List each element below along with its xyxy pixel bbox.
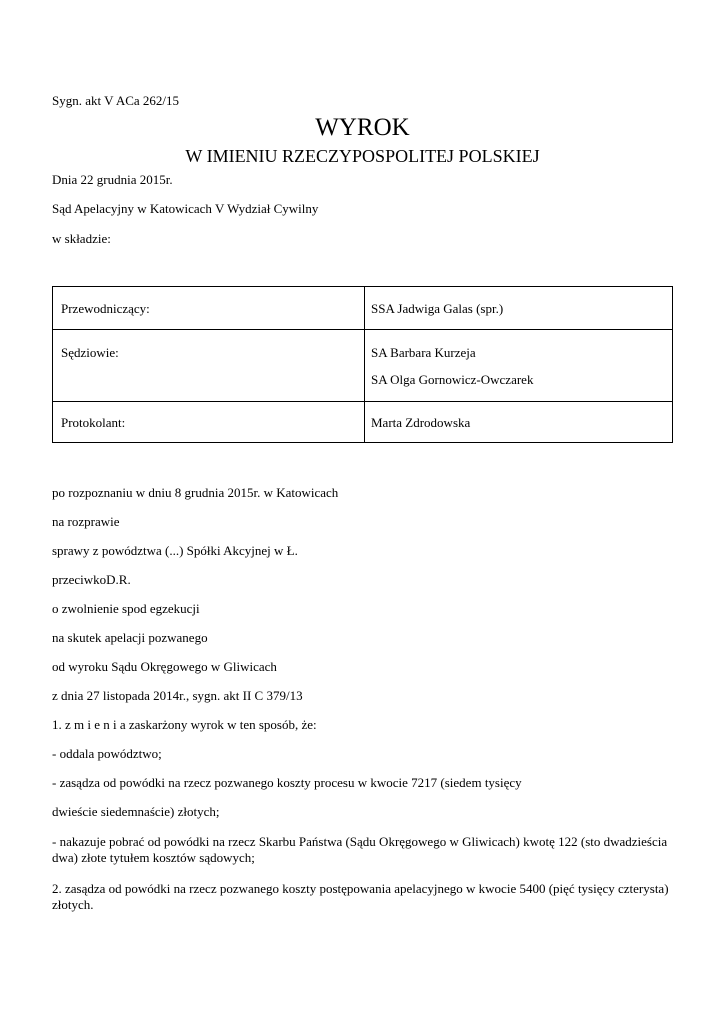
proceedings-line-7: od wyroku Sądu Okręgowego w Gliwicach [52, 659, 277, 674]
ruling-court-costs: - nakazuje pobrać od powódki na rzecz Skarbu Państwa (Sądu Okręgowego w Gliwicach) kwotę 122 (sto dwadzieścia dwa) złote tytułem kosztów sądowych; [52, 834, 668, 865]
ruling-dismiss: - oddala powództwo; [52, 746, 162, 761]
presiding-label: Przewodniczący: [61, 301, 150, 316]
ruling-costs-line-2: dwieście siedemnaście) złotych; [52, 804, 220, 819]
presiding-value: SSA Jadwiga Galas (spr.) [371, 301, 504, 316]
signature: Sygn. akt V ACa 262/15 [52, 93, 180, 108]
proceedings-line-6: na skutek apelacji pozwanego [52, 630, 208, 645]
page-subtitle: W IMIENIU RZECZYPOSPOLITEJ POLSKIEJ [185, 146, 540, 166]
ruling-point-2: 2. zasądza od powódki na rzecz pozwanego koszty postępowania apelacyjnego w kwocie 5400 (pięć tysięcy czterysta) złotych. [52, 881, 669, 912]
table-row-presiding [53, 287, 672, 330]
table-column-divider [364, 287, 365, 442]
court-name: Sąd Apelacyjny w Katowicach V Wydział Cywilny [52, 201, 319, 216]
judgment-date: Dnia 22 grudnia 2015r. [52, 172, 173, 187]
composition-label: w składzie: [52, 231, 111, 246]
judges-label: Sędziowie: [61, 345, 119, 360]
proceedings-line-8: z dnia 27 listopada 2014r., sygn. akt II C 379/13 [52, 688, 303, 703]
ruling-costs-line-1: - zasądza od powódki na rzecz pozwanego koszty procesu w kwocie 7217 (siedem tysięcy [52, 775, 522, 790]
judge-1: SA Barbara Kurzeja [371, 345, 476, 360]
ruling-point-1: 1. z m i e n i a zaskarżony wyrok w ten sposób, że: [52, 717, 317, 732]
proceedings-line-2: na rozprawie [52, 514, 120, 529]
proceedings-line-5: o zwolnienie spod egzekucji [52, 601, 200, 616]
clerk-value: Marta Zdrodowska [371, 415, 471, 430]
proceedings-line-3: sprawy z powództwa (...) Spółki Akcyjnej w Ł. [52, 543, 298, 558]
clerk-label: Protokolant: [61, 415, 126, 430]
table-row-judges [53, 330, 672, 402]
proceedings-line-4: przeciwkoD.R. [52, 572, 131, 587]
table-row-clerk [53, 402, 672, 442]
composition-table [52, 286, 673, 443]
judge-2: SA Olga Gornowicz-Owczarek [371, 372, 534, 387]
page-title: WYROK [315, 114, 410, 141]
proceedings-line-1: po rozpoznaniu w dniu 8 grudnia 2015r. w Katowicach [52, 485, 339, 500]
